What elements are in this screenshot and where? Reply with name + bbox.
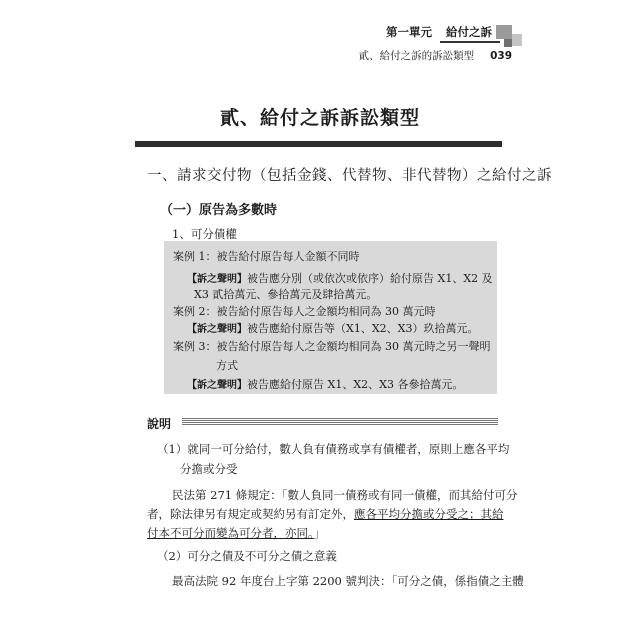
page-number: 039 [490,50,512,62]
note-paragraph-2: 民法第 271 條規定：「數人負同一債務或有同一債權，而其給付可分 [172,488,518,502]
unit-label: 第一單元 [386,25,432,39]
claim-text: 被告應給付原告 X1、X2、X3 各參拾萬元。 [247,378,464,391]
claim-tag: 【訴之聲明】 [187,274,247,285]
claim-tag: 【訴之聲明】 [187,380,247,391]
note-rule [182,418,498,426]
underlined-text: 應各平均分擔或分受之；其給 [354,507,504,521]
plain-text: 者，除法律另有規定或契約另有訂定外， [147,507,354,521]
case-1-claim-cont: X3 貳拾萬元、參拾萬元及肆拾萬元。 [194,288,378,301]
case-3-claim [187,376,463,392]
header-decor-block-2 [512,34,522,46]
item-heading: 1、可分債權 [172,227,237,241]
claim-tag: 【訴之聲明】 [187,324,247,335]
underlined-text: 付本不可分而變為可分者，亦同。 [147,526,314,540]
case-3-title: 案例 3：被告給付原告每人之金額均相同為 30 萬元時之另一聲明 [173,340,491,353]
page-title: 貳、給付之訴訴訟類型 [219,107,420,129]
case-2-title: 案例 2：被告給付原告每人之金額均相同為 30 萬元時 [173,305,436,318]
case-3-title-cont: 方式 [216,359,238,372]
note-paragraph-4: 最高法院 92 年度台上字第 2200 號判決：「可分之債，係指債之主體 [172,574,524,588]
plain-text: 」 [313,526,326,540]
note-paragraph-1-cont: 分擔或分受 [180,462,238,476]
note-paragraph-3: （2）可分之債及不可分之債之意義 [157,549,337,563]
note-label: 說明 [147,417,172,431]
header-decor-block-1 [496,25,512,39]
unit-title: 給付之訴 [446,25,492,39]
title-bar [135,141,502,147]
case-2-claim [187,320,479,336]
case-1-title: 案例 1：被告給付原告每人金額不同時 [173,250,360,263]
section-label: 貳、給付之訴的訴訟類型 [358,50,475,62]
section-heading: 一、請求交付物（包括金錢、代替物、非代替物）之給付之訴 [147,168,552,184]
header-decor-block-3 [504,39,512,47]
subsection-heading: （一）原告為多數時 [160,203,278,218]
running-header-section [359,48,512,63]
note-paragraph-2-line2 [147,506,504,522]
header-rule [440,41,500,43]
note-paragraph-1: （1）就同一可分給付，數人負有債務或享有債權者，原則上應各平均 [157,442,510,456]
running-header-unit [386,24,492,40]
note-paragraph-2-line3 [147,525,325,541]
claim-text: 被告應給付原告等（X1、X2、X3）玖拾萬元。 [247,322,479,335]
claim-text: 被告應分別（或依次或依序）給付原告 X1、X2 及 [247,272,493,285]
case-1-claim [187,270,493,286]
